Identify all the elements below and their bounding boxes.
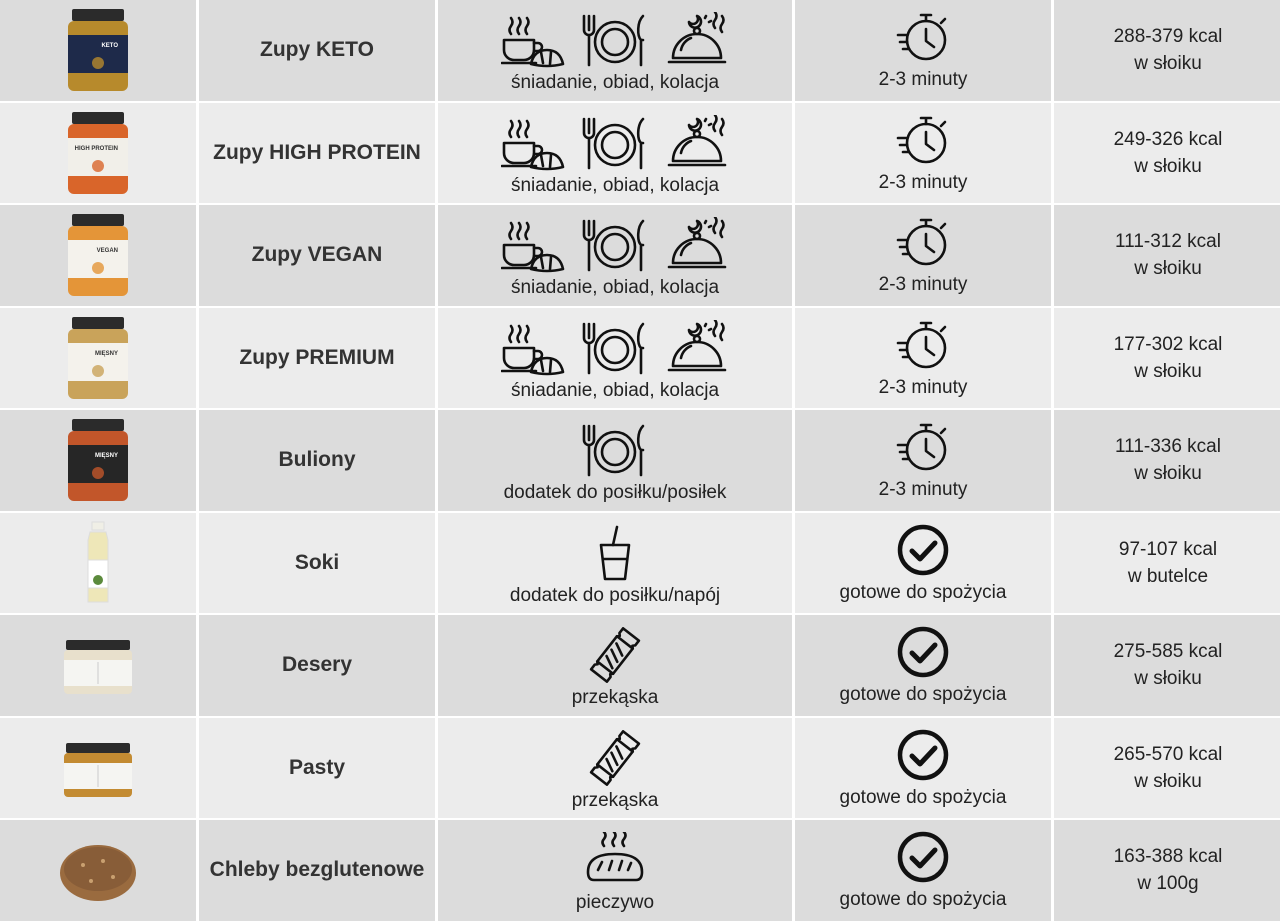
product-image: [0, 410, 196, 511]
calories-cell: [1054, 820, 1280, 921]
prep-time-cell: [795, 820, 1051, 921]
prep-time-cell: [795, 513, 1051, 614]
stopwatch-icon: [895, 214, 951, 270]
prep-time-label: gotowe do spożycia: [839, 684, 1007, 706]
calories-unit: w słoiku: [1134, 360, 1202, 382]
svg-text:MIĘSNY: MIĘSNY: [94, 350, 118, 357]
dinner-icon: [579, 115, 651, 171]
product-image: [0, 513, 196, 614]
usage-label: śniadanie, obiad, kolacja: [510, 379, 720, 401]
calories-cell: [1054, 718, 1280, 819]
calories-cell: [1054, 205, 1280, 306]
calories-unit: w słoiku: [1134, 668, 1202, 690]
dinner-icon: [579, 12, 651, 68]
product-category: Chleby bezglutenowe: [199, 820, 435, 921]
dinner-icon: [579, 217, 651, 273]
product-image: [0, 205, 196, 306]
usage-label: śniadanie, obiad, kolacja: [510, 174, 720, 196]
calories-cell: [1054, 0, 1280, 101]
prep-time-cell: [795, 615, 1051, 716]
calories-cell: [1054, 103, 1280, 204]
prep-time-cell: [795, 205, 1051, 306]
calories-cell: [1054, 615, 1280, 716]
usage-cell: [438, 615, 792, 716]
usage-cell: [438, 205, 792, 306]
product-category: Zupy KETO: [199, 0, 435, 101]
svg-text:MIĘSNY: MIĘSNY: [94, 453, 118, 460]
usage-cell: [438, 103, 792, 204]
stopwatch-icon: [895, 112, 951, 168]
usage-cell: [438, 410, 792, 511]
check-circle-icon: [895, 522, 951, 578]
calories-range: 163-388 kcal: [1113, 846, 1223, 868]
snack-bar-icon: [585, 730, 645, 786]
calories-unit: w słoiku: [1134, 463, 1202, 485]
dinner-icon: [579, 320, 651, 376]
svg-text:HIGH PROTEIN: HIGH PROTEIN: [74, 145, 118, 152]
product-image: [0, 103, 196, 204]
prep-time-cell: [795, 103, 1051, 204]
check-circle-icon: [895, 829, 951, 885]
calories-range: 111-312 kcal: [1115, 231, 1221, 253]
prep-time-label: 2-3 minuty: [878, 479, 968, 501]
product-category: Pasty: [199, 718, 435, 819]
prep-time-label: gotowe do spożycia: [839, 581, 1007, 603]
calories-unit: w słoiku: [1134, 53, 1202, 75]
calories-range: 97-107 kcal: [1118, 538, 1218, 560]
prep-time-label: 2-3 minuty: [878, 69, 968, 91]
dinner-icon: [579, 422, 651, 478]
supper-icon: [665, 217, 729, 273]
drink-icon: [595, 525, 635, 581]
supper-icon: [665, 12, 729, 68]
calories-cell: [1054, 410, 1280, 511]
breakfast-icon: [501, 12, 565, 68]
snack-bar-icon: [585, 627, 645, 683]
calories-range: 275-585 kcal: [1113, 641, 1223, 663]
calories-unit: w butelce: [1127, 565, 1209, 587]
calories-range: 111-336 kcal: [1115, 436, 1221, 458]
calories-range: 288-379 kcal: [1113, 26, 1223, 48]
calories-unit: w słoiku: [1134, 770, 1202, 792]
calories-cell: [1054, 513, 1280, 614]
product-image: [0, 308, 196, 409]
bread-icon: [582, 832, 648, 888]
prep-time-label: 2-3 minuty: [878, 376, 968, 398]
svg-text:VEGAN: VEGAN: [96, 248, 118, 255]
prep-time-label: gotowe do spożycia: [839, 889, 1007, 911]
product-image: [0, 615, 196, 716]
stopwatch-icon: [895, 317, 951, 373]
usage-label: pieczywo: [575, 892, 655, 914]
usage-label: dodatek do posiłku/napój: [509, 584, 721, 606]
prep-time-cell: [795, 410, 1051, 511]
stopwatch-icon: [895, 419, 951, 475]
calories-range: 249-326 kcal: [1113, 128, 1223, 150]
calories-cell: [1054, 308, 1280, 409]
usage-label: śniadanie, obiad, kolacja: [510, 72, 720, 94]
usage-cell: [438, 308, 792, 409]
usage-cell: [438, 820, 792, 921]
usage-label: śniadanie, obiad, kolacja: [510, 277, 720, 299]
calories-range: 177-302 kcal: [1113, 333, 1223, 355]
breakfast-icon: [501, 217, 565, 273]
supper-icon: [665, 115, 729, 171]
usage-label: dodatek do posiłku/posiłek: [503, 482, 727, 504]
product-category: Zupy HIGH PROTEIN: [199, 103, 435, 204]
product-category: Zupy VEGAN: [199, 205, 435, 306]
product-category: Buliony: [199, 410, 435, 511]
usage-cell: [438, 0, 792, 101]
usage-label: przekąska: [571, 687, 659, 709]
product-image: [0, 820, 196, 921]
svg-text:KETO: KETO: [101, 43, 118, 50]
breakfast-icon: [501, 320, 565, 376]
calories-range: 265-570 kcal: [1113, 743, 1223, 765]
supper-icon: [665, 320, 729, 376]
usage-label: przekąska: [571, 789, 659, 811]
breakfast-icon: [501, 115, 565, 171]
product-category: Desery: [199, 615, 435, 716]
prep-time-cell: [795, 718, 1051, 819]
product-category: Soki: [199, 513, 435, 614]
prep-time-label: 2-3 minuty: [878, 274, 968, 296]
calories-unit: w słoiku: [1134, 155, 1202, 177]
prep-time-cell: [795, 0, 1051, 101]
calories-unit: w 100g: [1137, 873, 1199, 895]
calories-unit: w słoiku: [1134, 258, 1202, 280]
usage-cell: [438, 513, 792, 614]
usage-cell: [438, 718, 792, 819]
product-image: [0, 718, 196, 819]
product-image: [0, 0, 196, 101]
prep-time-label: gotowe do spożycia: [839, 786, 1007, 808]
stopwatch-icon: [895, 9, 951, 65]
check-circle-icon: [895, 727, 951, 783]
check-circle-icon: [895, 624, 951, 680]
product-category: Zupy PREMIUM: [199, 308, 435, 409]
prep-time-label: 2-3 minuty: [878, 171, 968, 193]
prep-time-cell: [795, 308, 1051, 409]
